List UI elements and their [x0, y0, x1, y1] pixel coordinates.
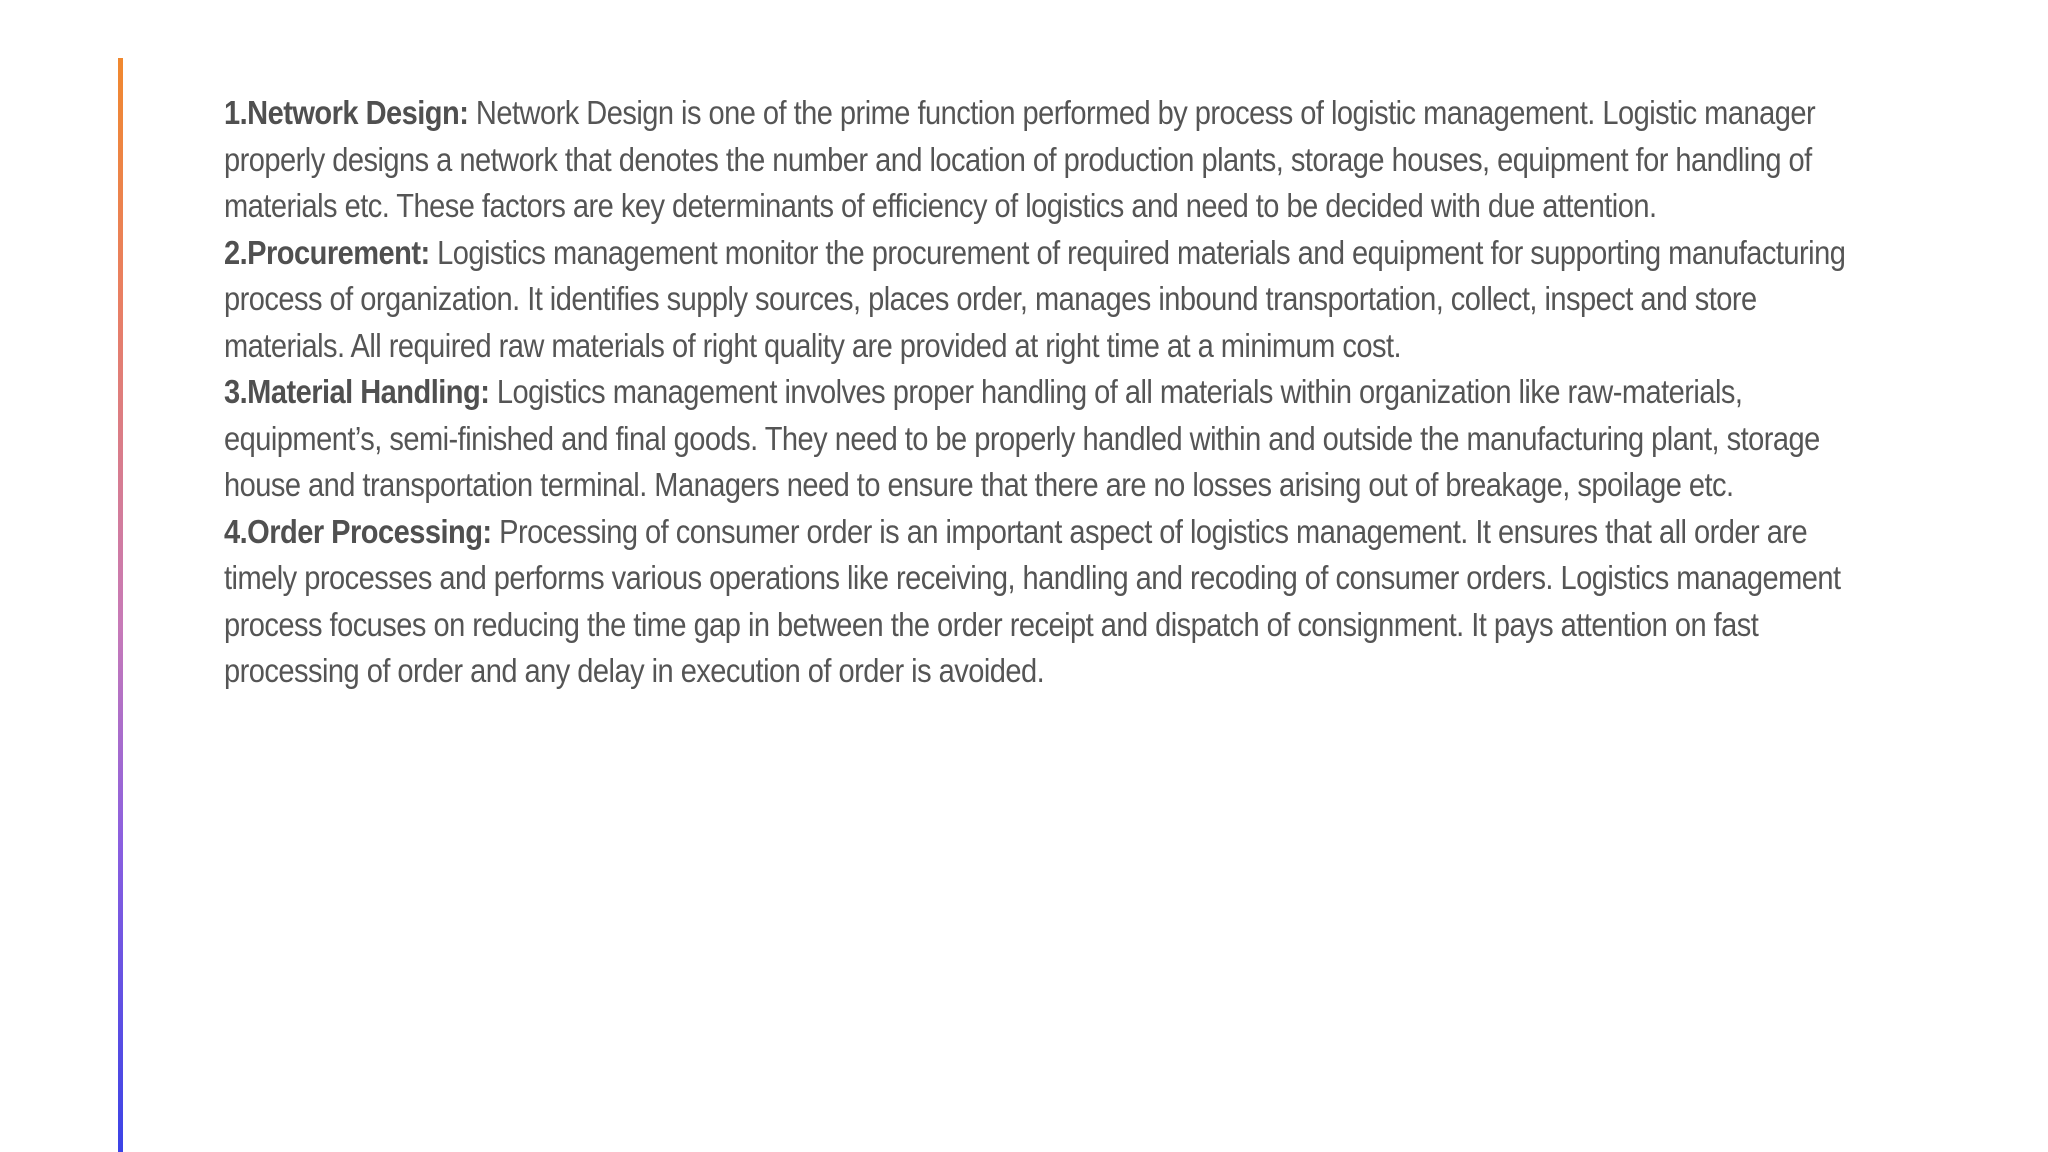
item-procurement [224, 230, 1861, 370]
item-heading: 4.Order Processing: [224, 512, 492, 550]
item-order-processing [224, 509, 1861, 695]
item-body: Logistics management monitor the procurement of required materials and equipment for supporting manufacturing process of organization. It identifies supply sources, places order, manages inbound transportation, collect, inspect and store materials. All required raw materials of right quality are provided at right time at a minimum cost. [224, 233, 1846, 364]
accent-bar [118, 58, 123, 1152]
item-body: Processing of consumer order is an important aspect of logistics management. It ensures that all order are timely processes and performs various operations like receiving, handling and recoding of consumer orders. Logistics management process focuses on reducing the time gap in between the order receipt and dispatch of consignment. It pays attention on fast processing of order and any delay in execution of order is avoided. [224, 512, 1841, 689]
item-heading: 2.Procurement: [224, 233, 430, 271]
item-material-handling [224, 369, 1861, 509]
content-body [224, 90, 1861, 695]
item-body: Logistics management involves proper handling of all materials within organization like raw-materials, equipment’s, semi-finished and final goods. They need to be properly handled within and outside the manufacturing plant, storage house and transportation terminal. Managers need to ensure that there are no losses arising out of breakage, spoilage etc. [224, 373, 1820, 503]
item-body: Network Design is one of the prime function performed by process of logistic management. Logistic manager properly designs a network that denotes the number and location of production plants, storage houses, equipment for handling of materials etc. These factors are key determinants of efficiency of logistics and need to be decided with due attention. [224, 94, 1816, 224]
item-heading: 3.Material Handling: [224, 373, 490, 410]
item-heading: 1.Network Design: [224, 94, 469, 131]
item-network-design [224, 90, 1861, 230]
